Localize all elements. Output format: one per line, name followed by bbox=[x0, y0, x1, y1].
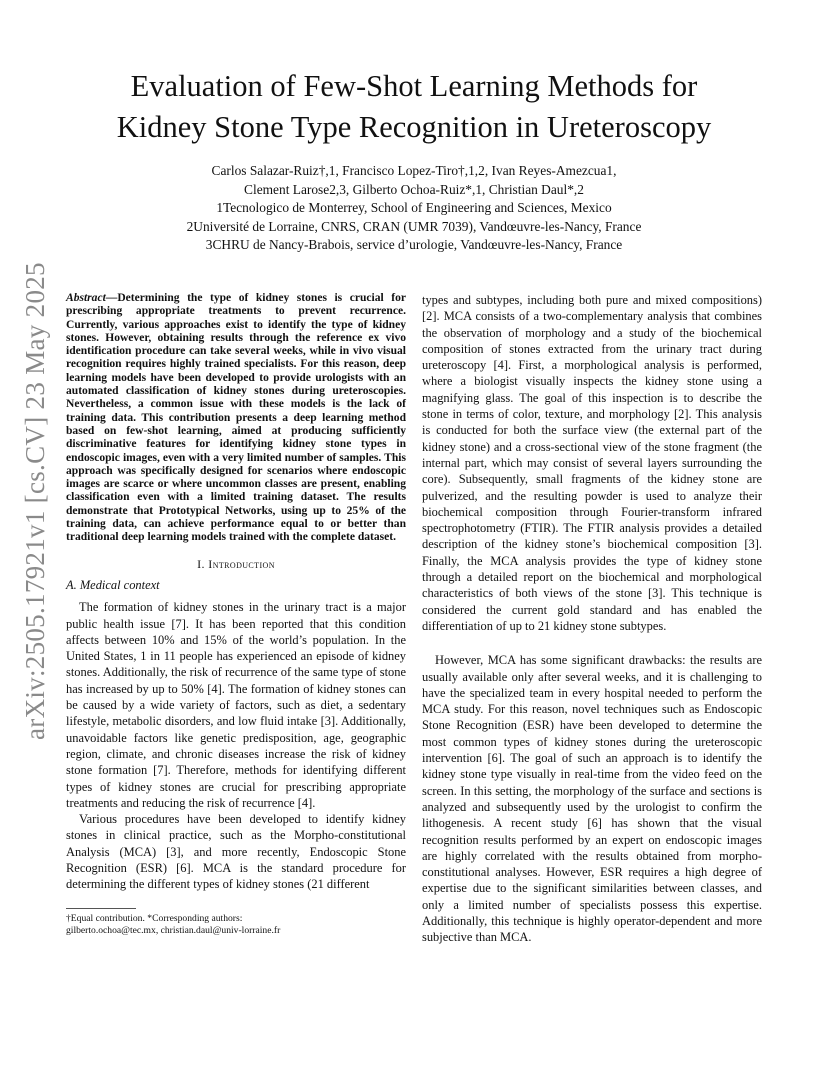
author-line-2: Clement Larose2,3, Gilberto Ochoa-Ruiz*,1, Christian Daul*,2 bbox=[244, 181, 584, 197]
intro-paragraph-1: The formation of kidney stones in the urinary tract is a major public health issue [7]. It has been reported that this condition affects between 10% and 15% of the world’s population. In the United States, 1 in 11 people has experienced an episode of kidney stones. Additionally, the risk of recurrence of the same type of stone has increased by up to 50% [4]. The formation of kidney stones can be caused by a wide variety of factors, such as diet, a sedentary lifestyle, metabolic disorders, and low fluid intake [3]. Additionally, unavoidable factors like genetic predisposition, age, geographic region, climate, and chronic diseases increase the risk of kidney stone formation [7]. Therefore, methods for identifying different types of kidney stones are crucial for prescribing appropriate treatments and reducing the risk of recurrence [4]. bbox=[66, 600, 406, 810]
author-line-1: Carlos Salazar-Ruiz†,1, Francisco Lopez-Tiro†,1,2, Ivan Reyes-Amezcua1, bbox=[211, 163, 617, 178]
intro-paragraph-2: Various procedures have been developed to identify kidney stones in clinical practice, such as the Morpho-constitutional Analysis (MCA) [3], and more recently, Endoscopic Stone Recognition (ESR) [6]. MCA is the standard procedure for determining the different types of kidney stones (21 different bbox=[66, 812, 406, 892]
title-line-2: Kidney Stone Type Recognition in Ureteroscopy bbox=[116, 110, 712, 144]
affiliation-3: 3CHRU de Nancy-Brabois, service d’urologie, Vandœuvre-les-Nancy, France bbox=[205, 237, 623, 253]
author-block bbox=[60, 162, 768, 255]
footnote-rule bbox=[66, 908, 136, 909]
footnote bbox=[66, 913, 406, 937]
paper-title bbox=[60, 66, 768, 148]
left-column bbox=[66, 292, 406, 937]
affiliation-2: 2Université de Lorraine, CNRS, CRAN (UMR 7039), Vandœuvre-les-Nancy, France bbox=[186, 218, 642, 234]
right-paragraph-2: However, MCA has some significant drawbacks: the results are usually available only after several weeks, and it is challenging to have the specialized team in every hospital needed to perform the MCA study. For this reason, novel techniques such as Endoscopic Stone Recognition (ESR) have been developed to determine the most common types of kidney stones during the ureteroscopic intervention [6]. The goal of such an approach is to identify the kidney stone type visually in real-time from the video feed on the screen. In this setting, the morphology of the surface and sections is analyzed and subsequently used by the urologist to confirm the lithogenesis. A recent study [6] has shown that the visual recognition results performed by an expert on endoscopic images are highly correlated with the results obtained from morpho-constitutional analyses. However, ESR requires a high degree of expertise due to the significant similarities between classes, and only a limited number of specialists possess this expertise. Additionally, this technique is highly operator-dependent and more subjective than MCA. bbox=[422, 653, 762, 945]
footnote-line-1: †Equal contribution. *Corresponding authors: bbox=[66, 912, 243, 924]
abstract bbox=[66, 292, 406, 545]
subsection-heading-medical-context: A. Medical context bbox=[66, 577, 160, 592]
title-line-1: Evaluation of Few-Shot Learning Methods for bbox=[130, 69, 698, 103]
section-heading-introduction: I. Introduction bbox=[197, 556, 275, 571]
footnote-line-2: gilberto.ochoa@tec.mx, christian.daul@univ-lorraine.fr bbox=[66, 924, 281, 936]
abstract-text: —Determining the type of kidney stones is crucial for prescribing appropriate treatments to prevent recurrence. Currently, various approaches exist to identify the type of kidney stones. However, obtaining results through the reference ex vivo identification procedure can take several weeks, while in vivo visual recognition requires highly trained specialists. For this reason, deep learning models have been developed to provide urologists with an automated classification of kidney stones during ureteroscopies. Nevertheless, a common issue with these models is the lack of training data. This contribution presents a deep learning method based on few-shot learning, aimed at producing sufficiently discriminative features for identifying kidney stone types in endoscopic images, even with a very limited number of samples. This approach was specifically designed for scenarios where endoscopic images are scarce or where uncommon classes are present, enabling classification even with a limited training dataset. The results demonstrate that Prototypical Networks, using up to 25% of the training data, can achieve performance equal to or better than traditional deep learning models trained with the complete dataset. bbox=[66, 292, 406, 544]
affiliation-1: 1Tecnologico de Monterrey, School of Engineering and Sciences, Mexico bbox=[216, 200, 612, 216]
arxiv-stamp[interactable]: arXiv:2505.17921v1 [cs.CV] 23 May 2025 bbox=[20, 262, 50, 740]
right-paragraph-1: types and subtypes, including both pure and mixed compositions) [2]. MCA consists of a two-complementary analysis that combines the observation of morphology and a study of the biochemical composition of stones extracted from the urinary tract during ureteroscopy [4]. First, a morphological analysis is performed, where a biologist visually inspects the kidney stone using a magnifying glass. The goal of this inspection is to describe the stone in terms of color, texture, and morphology [2]. This analysis is conducted for both the surface view (the external part of the kidney stone) and a cross-sectional view of the stone fragment (the internal part, which may consist of several layers surrounding the core). Subsequently, small fragments of the kidney stone are pulverized, and the resulting powder is used to analyze their biochemical composition through Fourier-transform infrared spectrophotometry (FTIR). The FTIR analysis provides a detailed description of the kidney stone’s biochemical composition [3]. Finally, the MCA analysis provides the type of kidney stone through a detailed report on the biochemical and morphological characteristics of both views of the stone [3]. This technique is considered the current gold standard and has enabled the differentiation of up to 21 kidney stone subtypes. bbox=[422, 293, 762, 633]
paragraph-gap bbox=[422, 634, 762, 652]
abstract-lead: Abstract bbox=[66, 292, 106, 304]
right-column bbox=[422, 292, 762, 946]
